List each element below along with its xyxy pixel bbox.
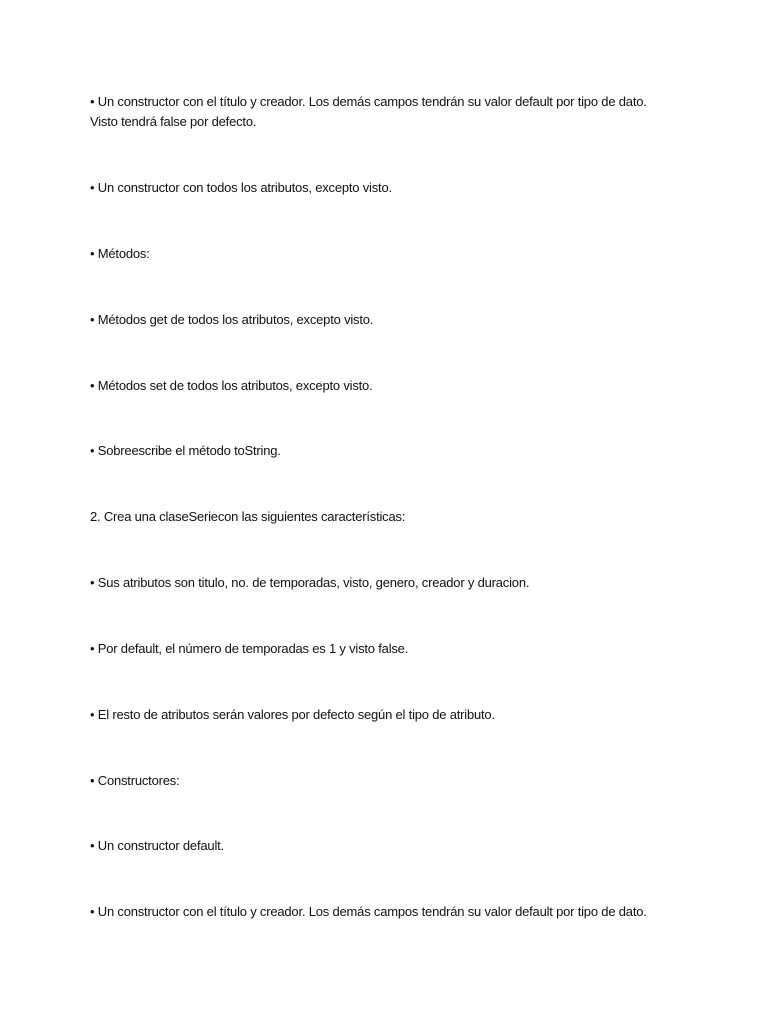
- paragraph-constructores: • Constructores:: [90, 773, 180, 788]
- paragraph-constructor-titulo-creador-serie: • Un constructor con el título y creador. Los demás campos tendrán su valor default por tipo de dato.: [90, 904, 647, 919]
- paragraph-resto-atributos: • El resto de atributos serán valores por defecto según el tipo de atributo.: [90, 707, 495, 722]
- paragraph-tostring: • Sobreescribe el método toString.: [90, 443, 281, 458]
- paragraph-atributos-serie: • Sus atributos son titulo, no. de temporadas, visto, genero, creador y duracion.: [90, 575, 530, 590]
- section-heading-serie: 2. Crea una claseSeriecon las siguientes características:: [90, 509, 406, 524]
- paragraph-metodos-get: • Métodos get de todos los atributos, excepto visto.: [90, 312, 374, 327]
- paragraph-metodos-set: • Métodos set de todos los atributos, excepto visto.: [90, 378, 373, 393]
- paragraph-constructor-titulo-creador: • Un constructor con el título y creador. Los demás campos tendrán su valor default por tipo de dato. Visto tendrá false por defecto.: [90, 94, 647, 129]
- paragraph-metodos: • Métodos:: [90, 246, 150, 261]
- paragraph-constructor-todos-atributos: • Un constructor con todos los atributos, excepto visto.: [90, 180, 392, 195]
- paragraph-constructor-default: • Un constructor default.: [90, 838, 224, 853]
- paragraph-default-temporadas: • Por default, el número de temporadas es 1 y visto false.: [90, 641, 409, 656]
